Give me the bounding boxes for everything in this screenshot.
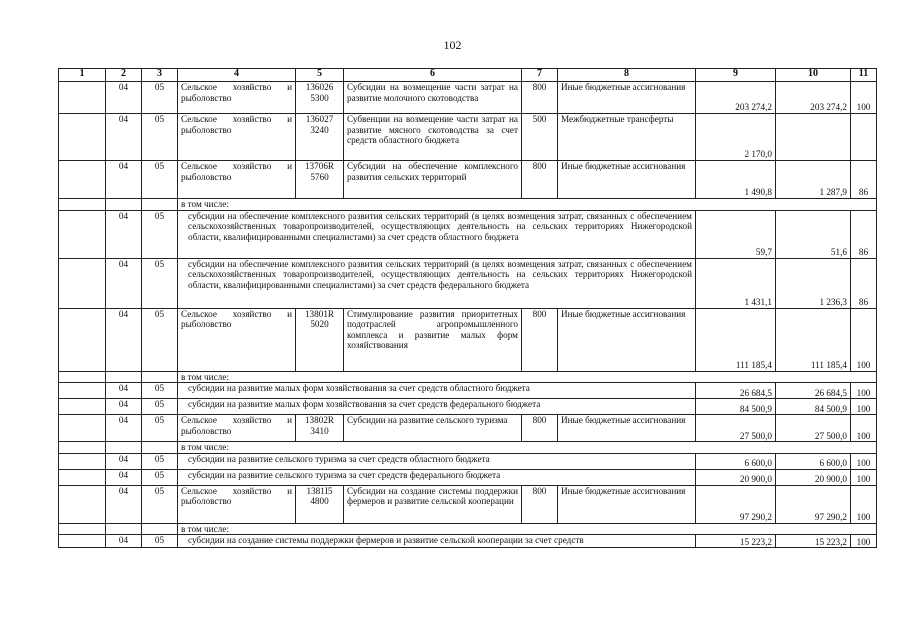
cell-section: 04 bbox=[106, 415, 142, 442]
cell-subsection bbox=[142, 371, 178, 383]
cell-expense-type: Межбюджетные трансферты bbox=[558, 114, 696, 161]
cell-actual: 27 500,0 bbox=[776, 415, 851, 442]
cell-section: 04 bbox=[106, 210, 142, 258]
cell-plan: 15 223,2 bbox=[696, 535, 776, 548]
cell-col1 bbox=[59, 399, 106, 415]
cell-department: Сельское хозяйство и рыболовство bbox=[178, 82, 296, 114]
cell-col1 bbox=[59, 453, 106, 469]
cell-col1 bbox=[59, 442, 106, 454]
cell-col1 bbox=[59, 469, 106, 485]
cell-subsection: 05 bbox=[142, 82, 178, 114]
cell-target-code: 13706R 5760 bbox=[296, 161, 344, 199]
cell-actual: 26 684,5 bbox=[776, 383, 851, 399]
cell-actual: 1 287,9 bbox=[776, 161, 851, 199]
cell-subsection: 05 bbox=[142, 308, 178, 371]
column-header: 5 bbox=[296, 69, 344, 82]
cell-col1 bbox=[59, 415, 106, 442]
cell-actual bbox=[776, 114, 851, 161]
cell-section: 04 bbox=[106, 258, 142, 308]
cell-col1 bbox=[59, 485, 106, 523]
column-header: 9 bbox=[696, 69, 776, 82]
cell-actual: 1 236,3 bbox=[776, 258, 851, 308]
column-header: 1 bbox=[59, 69, 106, 82]
column-header: 7 bbox=[522, 69, 558, 82]
cell-plan: 111 185,4 bbox=[696, 308, 776, 371]
cell-percent bbox=[851, 114, 877, 161]
cell-col1 bbox=[59, 383, 106, 399]
cell-expense-code: 800 bbox=[522, 82, 558, 114]
cell-percent: 100 bbox=[851, 453, 877, 469]
cell-subsection: 05 bbox=[142, 535, 178, 548]
cell-plan: 84 500,9 bbox=[696, 399, 776, 415]
cell-plan: 203 274,2 bbox=[696, 82, 776, 114]
note-row bbox=[59, 523, 877, 535]
cell-section: 04 bbox=[106, 383, 142, 399]
cell-actual: 111 185,4 bbox=[776, 308, 851, 371]
cell-actual: 97 290,2 bbox=[776, 485, 851, 523]
table-row bbox=[59, 399, 877, 415]
cell-expense-type: Иные бюджетные ассигнования bbox=[558, 308, 696, 371]
cell-department: Сельское хозяйство и рыболовство bbox=[178, 308, 296, 371]
table-row bbox=[59, 453, 877, 469]
note-row bbox=[59, 199, 877, 211]
cell-subsection: 05 bbox=[142, 258, 178, 308]
cell-col1 bbox=[59, 308, 106, 371]
cell-plan: 1 490,8 bbox=[696, 161, 776, 199]
cell-section: 04 bbox=[106, 82, 142, 114]
column-header: 8 bbox=[558, 69, 696, 82]
table-row bbox=[59, 383, 877, 399]
cell-col1 bbox=[59, 371, 106, 383]
table-row bbox=[59, 114, 877, 161]
cell-description: Субсидии на возмещение части затрат на развитие молочного скотоводства bbox=[344, 82, 522, 114]
column-header: 2 bbox=[106, 69, 142, 82]
cell-col1 bbox=[59, 114, 106, 161]
cell-subsection: 05 bbox=[142, 469, 178, 485]
cell-sub-description: субсидии на обеспечение комплексного развития сельских территорий (в целях возмещения затрат, связанных с обеспечением сельскохозяйственных товаропроизводителей, осуществляющих деятельность на сельских территориях Нижегородской области, квалифицированными специалистами) за счет средств федерального бюджета bbox=[178, 258, 696, 308]
cell-expense-type: Иные бюджетные ассигнования bbox=[558, 485, 696, 523]
including-label: в том числе: bbox=[178, 442, 877, 454]
column-header: 11 bbox=[851, 69, 877, 82]
table-row bbox=[59, 485, 877, 523]
cell-section: 04 bbox=[106, 535, 142, 548]
cell-percent: 86 bbox=[851, 258, 877, 308]
cell-plan: 27 500,0 bbox=[696, 415, 776, 442]
cell-actual: 6 600,0 bbox=[776, 453, 851, 469]
cell-section: 04 bbox=[106, 485, 142, 523]
table-row bbox=[59, 82, 877, 114]
cell-subsection: 05 bbox=[142, 415, 178, 442]
cell-percent: 100 bbox=[851, 469, 877, 485]
cell-col1 bbox=[59, 210, 106, 258]
cell-percent: 100 bbox=[851, 308, 877, 371]
page-number: 102 bbox=[443, 38, 462, 52]
cell-section bbox=[106, 442, 142, 454]
cell-percent: 100 bbox=[851, 415, 877, 442]
cell-department: Сельское хозяйство и рыболовство bbox=[178, 415, 296, 442]
cell-expense-type: Иные бюджетные ассигнования bbox=[558, 161, 696, 199]
table-row bbox=[59, 210, 877, 258]
table-row bbox=[59, 258, 877, 308]
cell-target-code: 136026 5300 bbox=[296, 82, 344, 114]
cell-plan: 97 290,2 bbox=[696, 485, 776, 523]
cell-subsection bbox=[142, 199, 178, 211]
cell-sub-description: субсидии на развитие малых форм хозяйствования за счет средств федерального бюджета bbox=[178, 399, 696, 415]
cell-expense-type: Иные бюджетные ассигнования bbox=[558, 415, 696, 442]
cell-percent: 100 bbox=[851, 535, 877, 548]
cell-plan: 6 600,0 bbox=[696, 453, 776, 469]
cell-target-code: 13802R 3410 bbox=[296, 415, 344, 442]
cell-expense-code: 800 bbox=[522, 308, 558, 371]
cell-description: Субсидии на развитие сельского туризма bbox=[344, 415, 522, 442]
budget-table bbox=[58, 68, 877, 548]
table-row bbox=[59, 161, 877, 199]
cell-plan: 2 170,0 bbox=[696, 114, 776, 161]
cell-subsection: 05 bbox=[142, 383, 178, 399]
cell-percent: 86 bbox=[851, 210, 877, 258]
cell-expense-type: Иные бюджетные ассигнования bbox=[558, 82, 696, 114]
cell-target-code: 13801R 5020 bbox=[296, 308, 344, 371]
cell-expense-code: 800 bbox=[522, 415, 558, 442]
cell-subsection bbox=[142, 442, 178, 454]
note-row bbox=[59, 371, 877, 383]
cell-section bbox=[106, 371, 142, 383]
cell-target-code: 136027 3240 bbox=[296, 114, 344, 161]
cell-section: 04 bbox=[106, 114, 142, 161]
cell-actual: 51,6 bbox=[776, 210, 851, 258]
cell-section bbox=[106, 199, 142, 211]
cell-section: 04 bbox=[106, 161, 142, 199]
cell-section bbox=[106, 523, 142, 535]
cell-subsection: 05 bbox=[142, 161, 178, 199]
cell-department: Сельское хозяйство и рыболовство bbox=[178, 161, 296, 199]
cell-col1 bbox=[59, 161, 106, 199]
cell-subsection: 05 bbox=[142, 453, 178, 469]
cell-actual: 20 900,0 bbox=[776, 469, 851, 485]
cell-description: Стимулирование развития приоритетных подотраслей агропромышленного комплекса и развитие малых форм хозяйствования bbox=[344, 308, 522, 371]
cell-plan: 1 431,1 bbox=[696, 258, 776, 308]
cell-subsection bbox=[142, 523, 178, 535]
cell-actual: 84 500,9 bbox=[776, 399, 851, 415]
cell-percent: 86 bbox=[851, 161, 877, 199]
cell-col1 bbox=[59, 523, 106, 535]
cell-subsection: 05 bbox=[142, 210, 178, 258]
cell-expense-code: 800 bbox=[522, 485, 558, 523]
cell-expense-code: 800 bbox=[522, 161, 558, 199]
cell-percent: 100 bbox=[851, 383, 877, 399]
cell-sub-description: субсидии на развитие сельского туризма за счет средств областного бюджета bbox=[178, 453, 696, 469]
cell-section: 04 bbox=[106, 453, 142, 469]
cell-col1 bbox=[59, 82, 106, 114]
table-row bbox=[59, 469, 877, 485]
table-row bbox=[59, 535, 877, 548]
cell-section: 04 bbox=[106, 469, 142, 485]
cell-subsection: 05 bbox=[142, 485, 178, 523]
cell-col1 bbox=[59, 199, 106, 211]
including-label: в том числе: bbox=[178, 371, 877, 383]
cell-plan: 26 684,5 bbox=[696, 383, 776, 399]
cell-plan: 20 900,0 bbox=[696, 469, 776, 485]
cell-percent: 100 bbox=[851, 82, 877, 114]
cell-col1 bbox=[59, 535, 106, 548]
cell-sub-description: субсидии на обеспечение комплексного развития сельских территорий (в целях возмещения затрат, связанных с обеспечением сельскохозяйственных товаропроизводителей, осуществляющих деятельность на сельских территориях Нижегородской области, квалифицированными специалистами) за счет средств областного бюджета bbox=[178, 210, 696, 258]
cell-section: 04 bbox=[106, 399, 142, 415]
cell-subsection: 05 bbox=[142, 399, 178, 415]
cell-description: Субсидии на создание системы поддержки фермеров и развитие сельской кооперации bbox=[344, 485, 522, 523]
including-label: в том числе: bbox=[178, 199, 877, 211]
including-label: в том числе: bbox=[178, 523, 877, 535]
table-row bbox=[59, 308, 877, 371]
column-header: 4 bbox=[178, 69, 296, 82]
cell-actual: 203 274,2 bbox=[776, 82, 851, 114]
cell-percent: 100 bbox=[851, 485, 877, 523]
cell-expense-code: 500 bbox=[522, 114, 558, 161]
cell-description: Субвенции на возмещение части затрат на развитие мясного скотоводства за счет средств областного бюджета bbox=[344, 114, 522, 161]
cell-percent: 100 bbox=[851, 399, 877, 415]
cell-sub-description: субсидии на создание системы поддержки фермеров и развитие сельской кооперации за счет средств bbox=[178, 535, 696, 548]
column-header: 3 bbox=[142, 69, 178, 82]
cell-subsection: 05 bbox=[142, 114, 178, 161]
note-row bbox=[59, 442, 877, 454]
cell-target-code: 1381I5 4800 bbox=[296, 485, 344, 523]
cell-department: Сельское хозяйство и рыболовство bbox=[178, 114, 296, 161]
cell-sub-description: субсидии на развитие сельского туризма за счет средств федерального бюджета bbox=[178, 469, 696, 485]
cell-plan: 59,7 bbox=[696, 210, 776, 258]
cell-actual: 15 223,2 bbox=[776, 535, 851, 548]
table-row bbox=[59, 415, 877, 442]
cell-section: 04 bbox=[106, 308, 142, 371]
cell-sub-description: субсидии на развитие малых форм хозяйствования за счет средств областного бюджета bbox=[178, 383, 696, 399]
column-header: 10 bbox=[776, 69, 851, 82]
header-row bbox=[59, 69, 877, 82]
column-header: 6 bbox=[344, 69, 522, 82]
cell-department: Сельское хозяйство и рыболовство bbox=[178, 485, 296, 523]
cell-description: Субсидии на обеспечение комплексного развития сельских территорий bbox=[344, 161, 522, 199]
cell-col1 bbox=[59, 258, 106, 308]
